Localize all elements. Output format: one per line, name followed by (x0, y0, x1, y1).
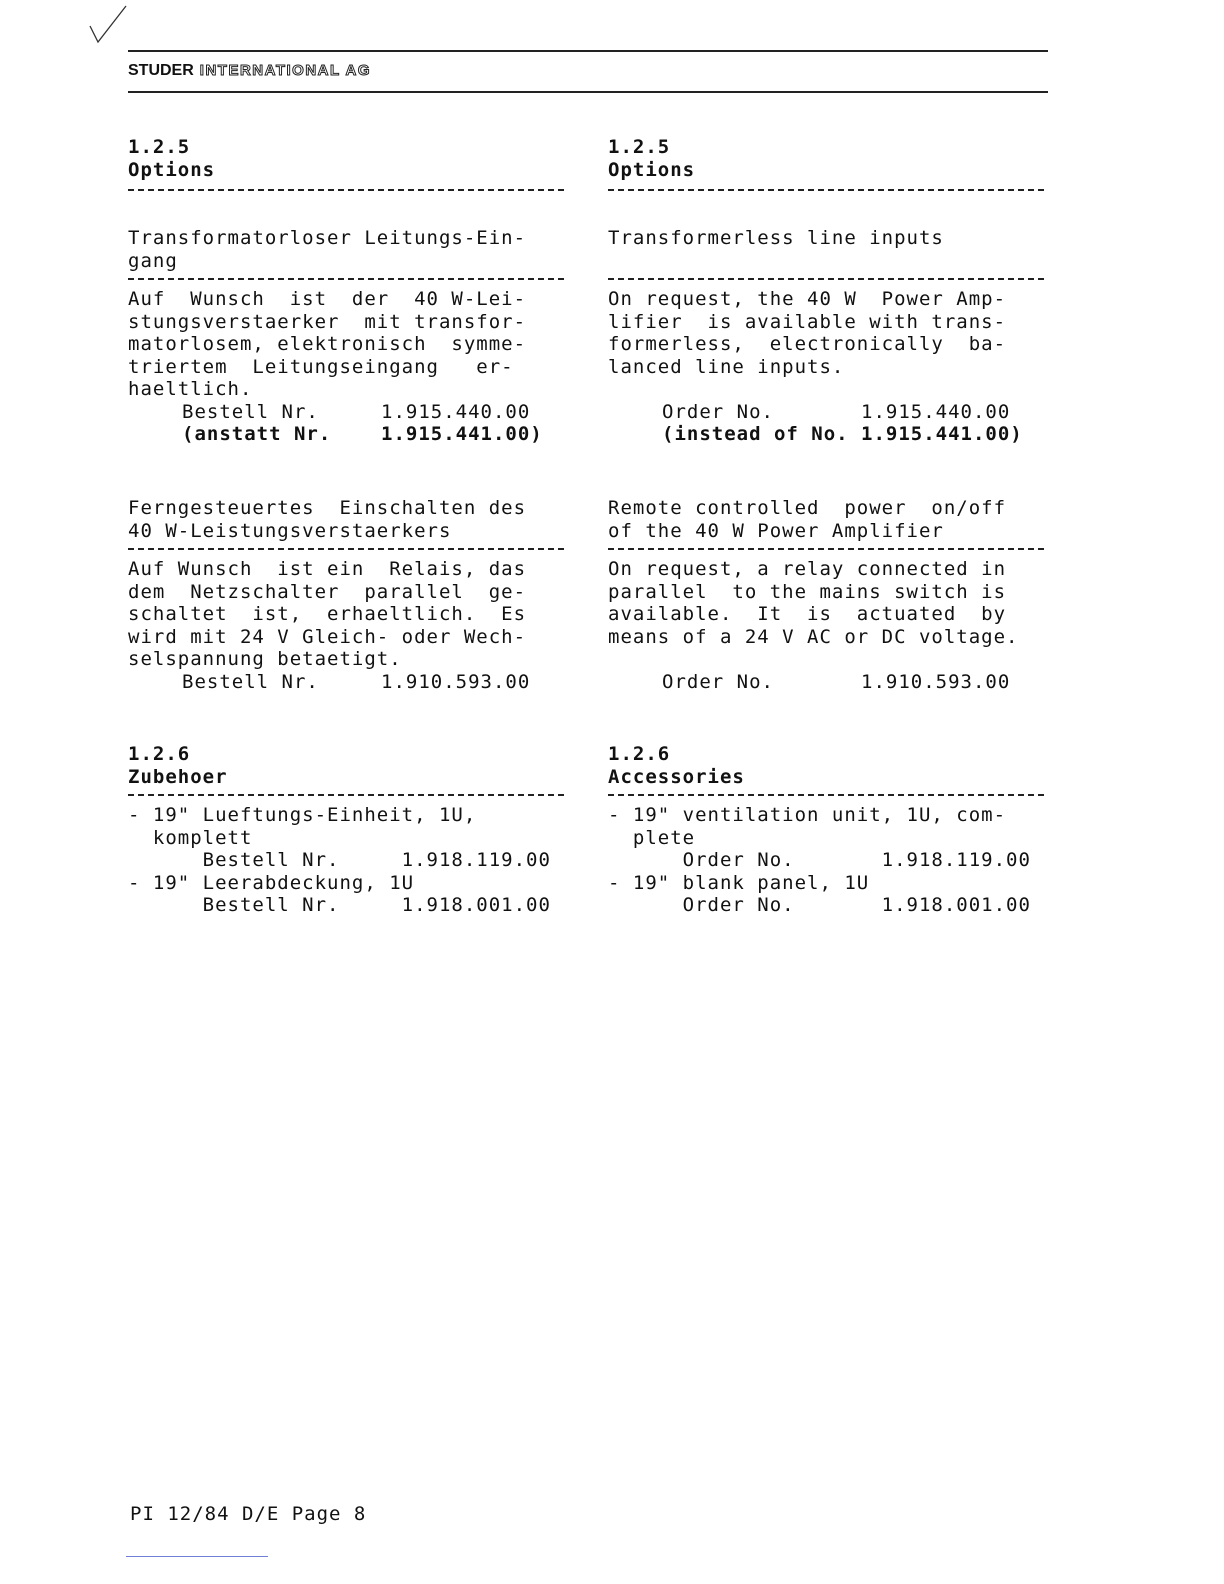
dashed-rule (128, 189, 564, 191)
subsection-title: Ferngesteuertes Einschalten des (128, 497, 527, 519)
order-number: Order No. 1.910.593.00 (662, 670, 1011, 693)
order-number: Bestell Nr. 1.915.440.00 (182, 400, 531, 423)
order-number-instead: (instead of No. 1.915.441.00) (662, 423, 1023, 445)
order-number: Order No. 1.918.001.00 (608, 894, 1031, 916)
body-line: matorlosem, elektronisch symme- (128, 333, 527, 355)
order-number: Bestell Nr. 1.918.001.00 (128, 894, 551, 916)
body-line: Auf Wunsch ist der 40 W-Lei- (128, 288, 527, 310)
section-remote-power-de (128, 497, 588, 693)
section-transformerless-en (608, 227, 1068, 446)
list-item: - 19" ventilation unit, 1U, com- (608, 804, 1007, 826)
header-rule-bottom (128, 91, 1048, 93)
section-accessories-de (128, 743, 588, 917)
section-title: Options (608, 158, 696, 181)
subsection-title: Transformerless line inputs (608, 227, 944, 249)
footer-line (126, 1556, 268, 1557)
subsection-title: 40 W-Leistungsverstaerkers (128, 519, 452, 542)
body-line: means of a 24 V AC or DC voltage. (608, 625, 1019, 648)
list-item: - 19" Leerabdeckung, 1U (128, 871, 415, 894)
body-line: haeltlich. (128, 378, 253, 400)
body-line: parallel to the mains switch is (608, 580, 1007, 603)
body-line: On request, the 40 W Power Amp- (608, 288, 1007, 310)
section-number: 1.2.6 (128, 743, 191, 765)
dashed-rule (608, 189, 1044, 191)
dashed-rule (608, 794, 1044, 796)
subsection-title-spacer (608, 250, 1068, 273)
body-line: On request, a relay connected in (608, 558, 1007, 580)
blank-line (608, 648, 1068, 671)
header-rule-top (128, 50, 1048, 52)
order-number: Bestell Nr. 1.918.119.00 (128, 849, 551, 871)
section-options-de (128, 136, 588, 201)
section-number: 1.2.6 (608, 743, 671, 765)
order-number: Order No. 1.918.119.00 (608, 849, 1031, 871)
section-options-en (608, 136, 1068, 201)
body-line: Auf Wunsch ist ein Relais, das (128, 558, 527, 580)
body-line: formerless, electronically ba- (608, 333, 1007, 355)
logo-brand: STUDER (128, 62, 194, 79)
order-number: Bestell Nr. 1.910.593.00 (182, 670, 531, 693)
section-number: 1.2.5 (128, 136, 191, 158)
section-transformerless-de (128, 227, 588, 446)
logo-subtitle: INTERNATIONAL AG (199, 62, 371, 79)
subsection-title: Remote controlled power on/off (608, 497, 1007, 519)
section-title: Options (128, 158, 216, 181)
section-title: Accessories (608, 765, 745, 788)
dashed-rule (128, 278, 564, 280)
blank-line (608, 378, 1068, 401)
dashed-rule (128, 548, 564, 550)
section-number: 1.2.5 (608, 136, 671, 158)
dashed-rule (608, 548, 1044, 550)
body-line: lanced line inputs. (608, 355, 845, 378)
body-line: lifier is available with trans- (608, 310, 1007, 333)
body-line: schaltet ist, erhaeltlich. Es (128, 603, 527, 625)
list-item: plete (608, 826, 696, 849)
body-line: triertem Leitungseingang er- (128, 355, 514, 378)
body-line: stungsverstaerker mit transfor- (128, 310, 527, 333)
subsection-title: of the 40 W Power Amplifier (608, 519, 944, 542)
section-remote-power-en (608, 497, 1068, 693)
body-line: dem Netzschalter parallel ge- (128, 580, 527, 603)
list-item: komplett (128, 826, 253, 849)
page-footer: PI 12/84 D/E Page 8 (130, 1503, 367, 1525)
dashed-rule (608, 278, 1044, 280)
subsection-title: Transformatorloser Leitungs-Ein- (128, 227, 527, 249)
subsection-title: gang (128, 249, 178, 272)
list-item: - 19" Lueftungs-Einheit, 1U, (128, 804, 477, 826)
section-accessories-en (608, 743, 1068, 917)
order-number: Order No. 1.915.440.00 (662, 400, 1011, 423)
checkmark-icon (88, 4, 132, 48)
order-number-instead: (anstatt Nr. 1.915.441.00) (182, 423, 543, 445)
company-logo (128, 62, 371, 80)
dashed-rule (128, 794, 564, 796)
list-item: - 19" blank panel, 1U (608, 871, 870, 894)
section-title: Zubehoer (128, 765, 228, 788)
body-line: selspannung betaetigt. (128, 648, 402, 670)
body-line: wird mit 24 V Gleich- oder Wech- (128, 625, 527, 648)
body-line: available. It is actuated by (608, 603, 1007, 625)
